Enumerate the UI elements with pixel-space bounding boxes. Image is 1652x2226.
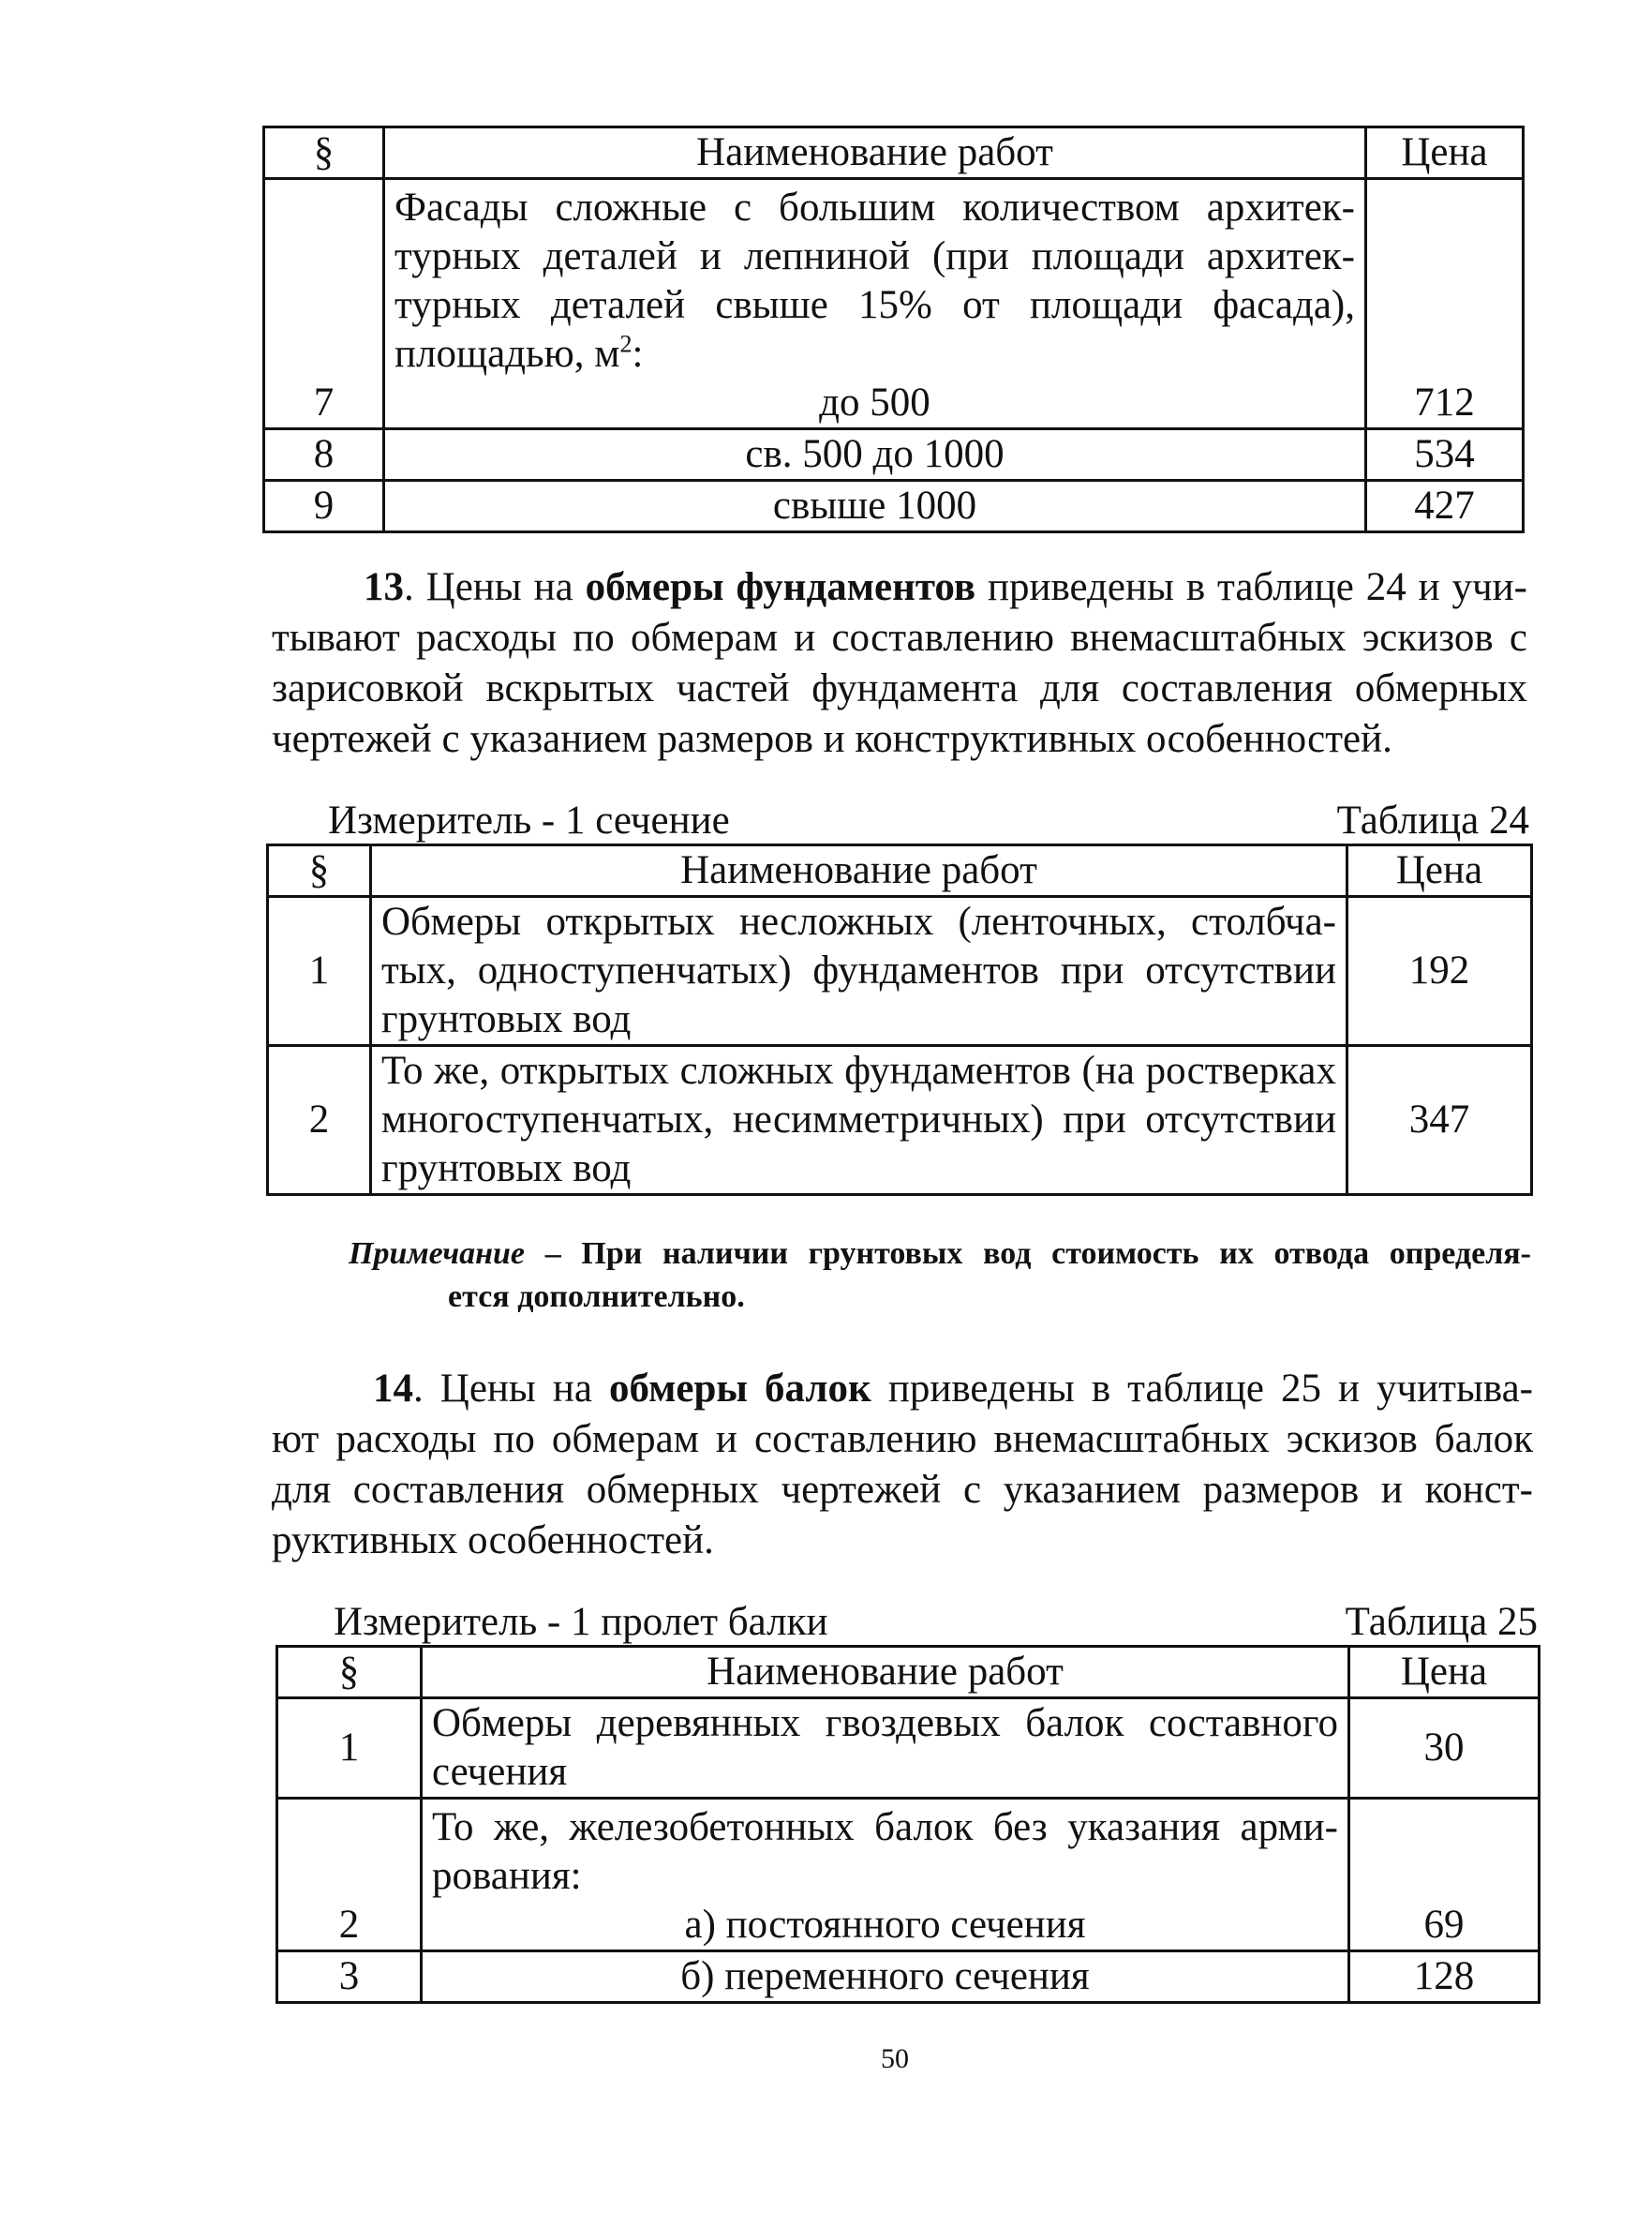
superscript: 2 [619,330,633,358]
intro-last: площадью, м [394,332,620,376]
table-label: Таблица 25 [1345,1600,1538,1644]
cell-line: Обмеры открытых несложных (ленточных, столбча- [381,900,1336,944]
bold-term: обмеры балок [608,1367,871,1411]
note [349,1233,1531,1319]
table-25 [275,1645,1540,2004]
paragraph-number: 13 [364,565,404,609]
row-price: 534 [1366,429,1524,481]
row-num: 8 [264,429,384,481]
intro-line: турных деталей свыше 15% от площади фасада), [394,283,1355,327]
table-header [268,845,1532,897]
intro-line [394,330,1355,379]
paragraph-14 [272,1364,1533,1566]
note-label: Примечание [349,1236,526,1271]
header-price: Цена [1366,127,1524,179]
row-num: 1 [277,1698,422,1799]
row-name [371,1046,1347,1195]
table-row [277,1698,1540,1799]
table-row [264,179,1524,429]
header-price: Цена [1347,845,1532,897]
page-number: 50 [881,2043,909,2074]
table-row [264,481,1524,532]
unit-label: Измеритель - 1 сечение [328,799,730,843]
cell-line: многоступенчатых, несимметричных) при отсутствии [381,1098,1336,1142]
intro-line: рования: [432,1854,582,1898]
row-name-text: а) постоянного сечения [684,1903,1086,1947]
header-name: Наименование работ [384,127,1366,179]
cell-line: Обмеры деревянных гвоздевых балок составного [432,1701,1338,1745]
paragraph-line: ют расходы по обмерам и составлению внемасштабных эскизов балок [272,1417,1533,1461]
row-name-text: до 500 [819,381,930,425]
header-num: § [277,1647,422,1698]
facade-price-table [262,126,1525,533]
row-price: 347 [1347,1046,1532,1195]
row-name: свыше 1000 [384,481,1366,532]
row-price: 128 [1349,1951,1540,2003]
row-name [422,1799,1349,1951]
header-price: Цена [1349,1647,1540,1698]
paragraph-13 [272,562,1527,765]
row-price: 69 [1349,1799,1540,1951]
paragraph-line: руктивных особенностей. [272,1518,714,1562]
paragraph-line [272,562,1527,613]
table-row [277,1951,1540,2003]
table-row [268,897,1532,1046]
header-name: Наименование работ [371,845,1347,897]
cell-line: То же, открытых сложных фундаментов (на ростверках [381,1049,1336,1093]
note-line [349,1233,1531,1276]
row-name [384,179,1366,429]
note-text: При наличии грунтовых вод стоимость их отвода определя- [581,1236,1532,1271]
cell-line: грунтовых вод [381,1146,632,1190]
text-fragment: приведены в таблице 25 и учитыва- [871,1367,1533,1411]
row-name: б) переменного сечения [422,1951,1349,2003]
cell-line: тых, одноступенчатых) фундаментов при отсутствии [381,949,1336,993]
paragraph-line: для составления обмерных чертежей с указанием размеров и конст- [272,1468,1533,1512]
header-name: Наименование работ [422,1647,1349,1698]
paragraph-line [272,1364,1533,1414]
table-header [277,1647,1540,1698]
paragraph-number: 14 [373,1367,413,1411]
text-fragment: . Цены на [413,1367,609,1411]
table-25-caption [334,1598,1538,1647]
table-row [264,429,1524,481]
table-header [264,127,1524,179]
row-num: 1 [268,897,371,1046]
row-num: 7 [264,179,384,429]
table-row [277,1799,1540,1951]
paragraph-line: тывают расходы по обмерам и составлению внемасштабных эскизов с [272,616,1527,660]
intro-line: То же, железобетонных балок без указания арми- [432,1805,1338,1849]
note-dash: – [525,1236,582,1271]
table-24-caption [328,797,1529,845]
table-row [268,1046,1532,1195]
row-price: 192 [1347,897,1532,1046]
header-num: § [268,845,371,897]
row-name: св. 500 до 1000 [384,429,1366,481]
cell-line: грунтовых вод [381,997,632,1041]
text-fragment: . Цены на [404,565,586,609]
row-num: 3 [277,1951,422,2003]
row-price: 30 [1349,1698,1540,1799]
table-24 [266,844,1533,1196]
header-num: § [264,127,384,179]
row-num: 2 [277,1799,422,1951]
text-fragment: приведены в таблице 24 и учи- [975,565,1527,609]
table-label: Таблица 24 [1336,799,1529,843]
note-line: ется дополнительно. [448,1279,745,1314]
unit-label: Измеритель - 1 пролет балки [334,1600,828,1644]
row-name [371,897,1347,1046]
paragraph-line: чертежей с указанием размеров и конструктивных особенностей. [272,717,1392,761]
row-price: 712 [1366,179,1524,429]
paragraph-line: зарисовкой вскрытых частей фундамента для составления обмерных [272,666,1527,710]
row-name [422,1698,1349,1799]
intro-tail: : [632,332,644,376]
intro-line: турных деталей и лепниной (при площади архитек- [394,234,1355,278]
row-num: 2 [268,1046,371,1195]
cell-line: сечения [432,1750,568,1794]
intro-line: Фасады сложные с большим количеством архитек- [394,186,1355,230]
row-num: 9 [264,481,384,532]
bold-term: обмеры фундаментов [585,565,976,609]
row-price: 427 [1366,481,1524,532]
